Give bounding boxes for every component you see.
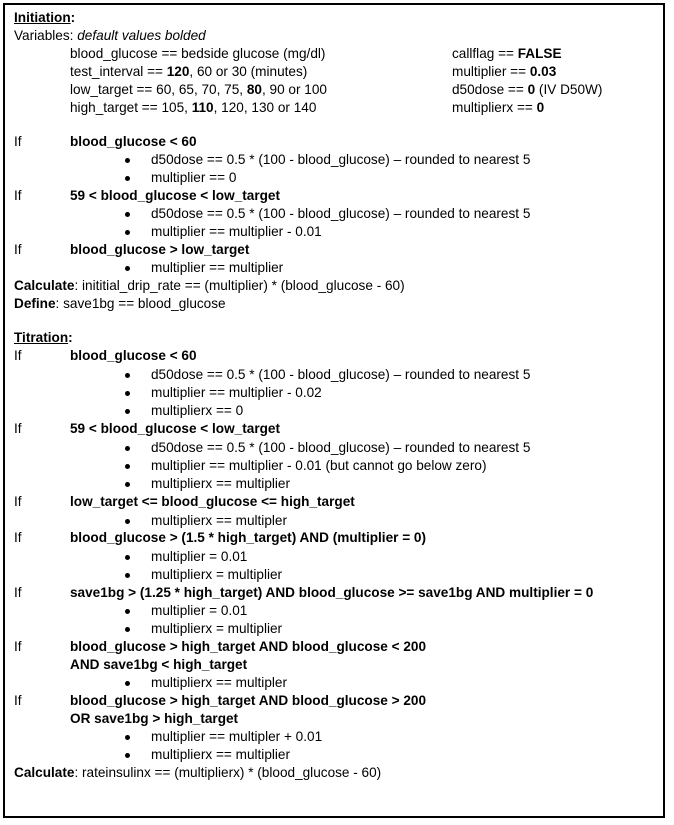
initiation-heading: Initiation: bbox=[14, 10, 76, 25]
list-item: multiplierx == multipler bbox=[151, 513, 287, 528]
var-low-target: low_target == 60, 65, 70, 75, 80, 90 or 100 bbox=[70, 82, 327, 97]
list-item: d50dose == 0.5 * (100 - blood_glucose) – rounded to nearest 5 bbox=[151, 152, 531, 167]
list-item: d50dose == 0.5 * (100 - blood_glucose) – rounded to nearest 5 bbox=[151, 440, 531, 455]
var-multiplier: multiplier == 0.03 bbox=[452, 64, 557, 79]
list-item: multiplier == 0 bbox=[151, 170, 237, 185]
var-callflag: callflag == FALSE bbox=[452, 46, 562, 61]
init-define: Define: save1bg == blood_glucose bbox=[14, 296, 226, 311]
if-label: If bbox=[14, 188, 22, 203]
var-blood-glucose: blood_glucose == bedside glucose (mg/dl) bbox=[70, 46, 326, 61]
list-item: multiplier = 0.01 bbox=[151, 549, 248, 564]
list-item: multiplier == multiplier bbox=[151, 260, 284, 275]
init-condition-2: 59 < blood_glucose < low_target bbox=[70, 188, 281, 203]
titr-condition-3: low_target <= blood_glucose <= high_target bbox=[70, 494, 355, 509]
init-condition-3: blood_glucose > low_target bbox=[70, 242, 250, 257]
list-item: multiplier == multipler + 0.01 bbox=[151, 729, 323, 744]
var-test-interval: test_interval == 120, 60 or 30 (minutes) bbox=[70, 64, 308, 79]
list-item: multiplierx == multiplier bbox=[151, 476, 291, 491]
list-item: multiplierx == multipler bbox=[151, 675, 287, 690]
if-label: If bbox=[14, 530, 22, 545]
list-item: multiplierx = multiplier bbox=[151, 621, 283, 636]
titr-condition-7-continued: OR save1bg > high_target bbox=[70, 711, 239, 726]
titr-condition-5: save1bg > (1.25 * high_target) AND blood_glucose >= save1bg AND multiplier = 0 bbox=[70, 585, 594, 600]
list-item: multiplierx == 0 bbox=[151, 403, 244, 418]
titr-calculate: Calculate: rateinsulinx == (multiplierx) * (blood_glucose - 60) bbox=[14, 765, 382, 780]
list-item: multiplierx = multiplier bbox=[151, 567, 283, 582]
titr-condition-6: blood_glucose > high_target AND blood_glucose < 200 bbox=[70, 639, 427, 654]
list-item: multiplierx == multiplier bbox=[151, 747, 291, 762]
list-item: d50dose == 0.5 * (100 - blood_glucose) – rounded to nearest 5 bbox=[151, 206, 531, 221]
if-label: If bbox=[14, 242, 22, 257]
titration-heading: Titration: bbox=[14, 330, 73, 345]
if-label: If bbox=[14, 494, 22, 509]
init-calculate: Calculate: inititial_drip_rate == (multiplier) * (blood_glucose - 60) bbox=[14, 278, 405, 293]
list-item: d50dose == 0.5 * (100 - blood_glucose) – rounded to nearest 5 bbox=[151, 367, 531, 382]
titr-condition-2: 59 < blood_glucose < low_target bbox=[70, 421, 281, 436]
list-item: multiplier == multiplier - 0.02 bbox=[151, 385, 322, 400]
if-label: If bbox=[14, 693, 22, 708]
titr-condition-7: blood_glucose > high_target AND blood_glucose > 200 bbox=[70, 693, 427, 708]
list-item: multiplier == multiplier - 0.01 (but cannot go below zero) bbox=[151, 458, 487, 473]
if-label: If bbox=[14, 134, 22, 149]
if-label: If bbox=[14, 639, 22, 654]
if-label: If bbox=[14, 421, 22, 436]
list-item: multiplier == multiplier - 0.01 bbox=[151, 224, 322, 239]
if-label: If bbox=[14, 585, 22, 600]
titr-condition-6-continued: AND save1bg < high_target bbox=[70, 657, 248, 672]
list-item: multiplier = 0.01 bbox=[151, 603, 248, 618]
var-multiplierx: multiplierx == 0 bbox=[452, 100, 545, 115]
titr-condition-4: blood_glucose > (1.5 * high_target) AND (multiplier = 0) bbox=[70, 530, 427, 545]
titr-condition-1: blood_glucose < 60 bbox=[70, 348, 197, 363]
init-condition-1: blood_glucose < 60 bbox=[70, 134, 197, 149]
variables-line: Variables: default values bolded bbox=[14, 28, 206, 43]
var-d50dose: d50dose == 0 (IV D50W) bbox=[452, 82, 603, 97]
var-high-target: high_target == 105, 110, 120, 130 or 140 bbox=[70, 100, 317, 115]
if-label: If bbox=[14, 348, 22, 363]
